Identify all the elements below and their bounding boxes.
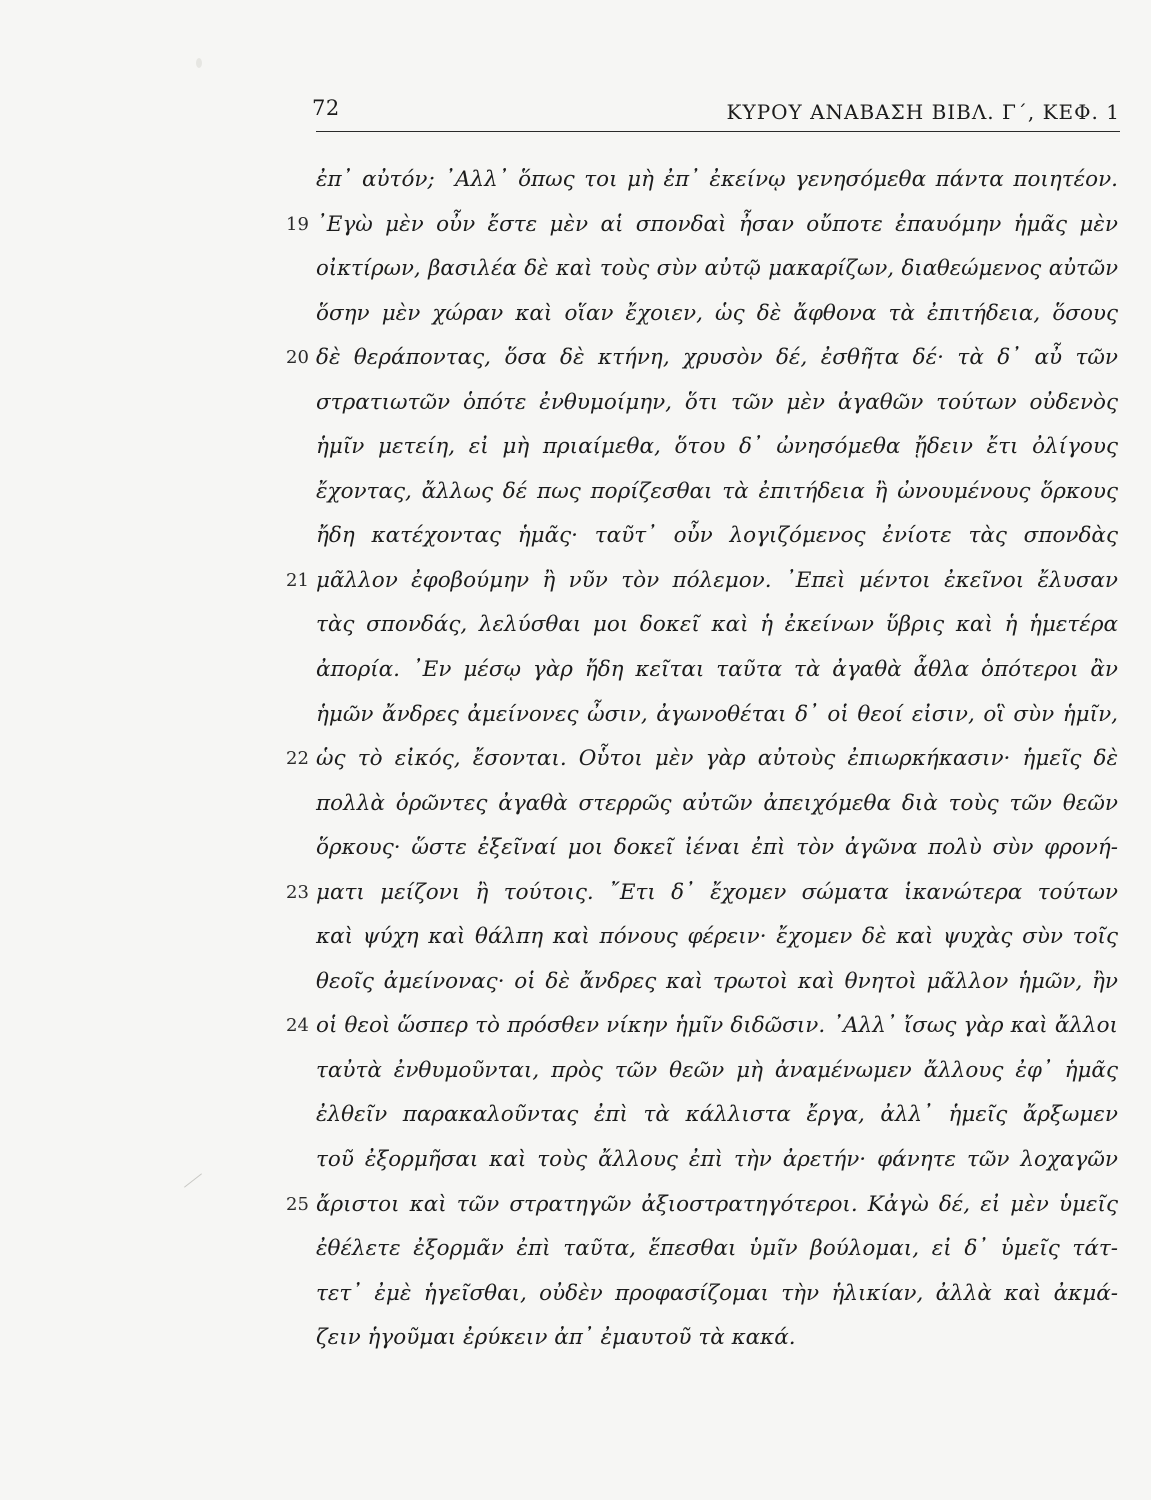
text-line xyxy=(0,737,1151,782)
line-text: ὡς τὸ εἰκός, ἔσονται. Οὗτοι μὲν γὰρ αὐτοὺς ἐπιωρκήκασιν· ἡμεῖς δὲ xyxy=(316,746,1118,772)
line-text: τὰς σπονδάς, λελύσθαι μοι δοκεῖ καὶ ἡ ἐκείνων ὕβρις καὶ ἡ ἡμετέρα xyxy=(316,612,1118,638)
line-text: ἡμῖν μετείη, εἰ μὴ πριαίμεθα, ὅτου δ᾽ ὠνησόμεθα ᾔδειν ἔτι ὀλίγους xyxy=(316,434,1118,460)
text-line xyxy=(0,336,1151,381)
line-text: οἰκτίρων, βασιλέα δὲ καὶ τοὺς σὺν αὐτῷ μακαρίζων, διαθεώμενος αὐτῶν xyxy=(316,256,1118,282)
line-text: ἐλθεῖν παρακαλοῦντας ἐπὶ τὰ κάλλιστα ἔργα, ἀλλ᾽ ἡμεῖς ἄρξωμεν xyxy=(316,1102,1118,1128)
page-number: 72 xyxy=(312,96,340,120)
line-text: ματι μείζονι ἢ τούτοις. ῎Ετι δ᾽ ἔχομεν σώματα ἱκανώτερα τούτων xyxy=(316,879,1118,905)
text-line xyxy=(0,1272,1151,1317)
line-text: ὅρκους· ὥστε ἐξεῖναί μοι δοκεῖ ἰέναι ἐπὶ τὸν ἀγῶνα πολὺ σὺν φρονή- xyxy=(316,835,1118,861)
text-line xyxy=(0,1138,1151,1183)
text-line xyxy=(0,871,1151,916)
line-text: δὲ θεράποντας, ὅσα δὲ κτήνη, χρυσὸν δέ, ἐσθῆτα δέ· τὰ δ᾽ αὖ τῶν xyxy=(316,345,1118,371)
section-number: 24 xyxy=(286,1015,309,1037)
text-line xyxy=(0,158,1151,203)
text-line xyxy=(0,960,1151,1005)
text-line xyxy=(0,1049,1151,1094)
section-number: 23 xyxy=(286,881,309,903)
text-line xyxy=(0,693,1151,738)
line-text: ταὐτὰ ἐνθυμοῦνται, πρὸς τῶν θεῶν μὴ ἀναμένωμεν ἄλλους ἐφ᾽ ἡμᾶς xyxy=(316,1057,1118,1083)
line-text: πολλὰ ὁρῶντες ἀγαθὰ στερρῶς αὐτῶν ἀπειχόμεθα διὰ τοὺς τῶν θεῶν xyxy=(316,790,1118,816)
line-text: τετ᾽ ἐμὲ ἡγεῖσθαι, οὐδὲν προφασίζομαι τὴν ἡλικίαν, ἀλλὰ καὶ ἀκμά- xyxy=(316,1280,1118,1306)
text-line xyxy=(0,603,1151,648)
line-text: μᾶλλον ἐφοβούμην ἢ νῦν τὸν πόλεμον. ᾽Επεὶ μέντοι ἐκεῖνοι ἔλυσαν xyxy=(316,567,1118,593)
text-line xyxy=(0,782,1151,827)
text-body xyxy=(0,158,1151,1361)
section-number: 19 xyxy=(286,213,309,235)
page-header xyxy=(312,96,1120,130)
section-number: 25 xyxy=(286,1193,309,1215)
line-text: ἤδη κατέχοντας ἡμᾶς· ταῦτ᾽ οὖν λογιζόμενος ἐνίοτε τὰς σπονδὰς xyxy=(316,523,1118,549)
line-text: θεοῖς ἀμείνονας· οἱ δὲ ἄνδρες καὶ τρωτοὶ καὶ θνητοὶ μᾶλλον ἡμῶν, ἢν xyxy=(316,968,1118,994)
section-number: 21 xyxy=(286,569,309,591)
line-text: ἐθέλετε ἐξορμᾶν ἐπὶ ταῦτα, ἕπεσθαι ὑμῖν βούλομαι, εἰ δ᾽ ὑμεῖς τάτ- xyxy=(316,1236,1118,1262)
text-line xyxy=(0,915,1151,960)
text-line xyxy=(0,470,1151,515)
text-line xyxy=(0,1316,1151,1361)
text-line xyxy=(0,292,1151,337)
paper-smudge xyxy=(196,58,202,68)
text-line xyxy=(0,559,1151,604)
text-line xyxy=(0,1183,1151,1228)
text-line xyxy=(0,247,1151,292)
line-text: ἔχοντας, ἄλλως δέ πως πορίζεσθαι τὰ ἐπιτήδεια ἢ ὠνουμένους ὅρκους xyxy=(316,478,1118,504)
header-rule xyxy=(316,131,1120,132)
line-text: ἄριστοι καὶ τῶν στρατηγῶν ἀξιοστρατηγότεροι. Κἀγὼ δέ, εἰ μὲν ὑμεῖς xyxy=(316,1191,1118,1217)
line-text: καὶ ψύχη καὶ θάλπη καὶ πόνους φέρειν· ἔχομεν δὲ καὶ ψυχὰς σὺν τοῖς xyxy=(316,924,1118,950)
section-number: 22 xyxy=(286,748,309,770)
running-head: ΚΥΡΟΥ ΑΝΑΒΑΣΗ ΒΙΒΛ. Γ΄, ΚΕΦ. 1 xyxy=(726,100,1120,124)
text-line xyxy=(0,381,1151,426)
text-line xyxy=(0,648,1151,693)
text-line xyxy=(0,425,1151,470)
line-text: ἡμῶν ἄνδρες ἀμείνονες ὦσιν, ἀγωνοθέται δ᾽ οἱ θεοί εἰσιν, οἳ σὺν ἡμῖν, xyxy=(316,701,1118,727)
line-text: ἐπ᾽ αὐτόν; ᾽Αλλ᾽ ὅπως τοι μὴ ἐπ᾽ ἐκείνῳ γενησόμεθα πάντα ποιητέον. xyxy=(316,167,1118,192)
text-line xyxy=(0,1093,1151,1138)
line-text: τοῦ ἐξορμῆσαι καὶ τοὺς ἄλλους ἐπὶ τὴν ἀρετήν· φάνητε τῶν λοχαγῶν xyxy=(316,1147,1118,1173)
line-text: ἀπορία. ᾽Εν μέσῳ γὰρ ἤδη κεῖται ταῦτα τὰ ἀγαθὰ ἆθλα ὁπότεροι ἂν xyxy=(316,657,1118,683)
line-text: ζειν ἡγοῦμαι ἐρύκειν ἀπ᾽ ἐμαυτοῦ τὰ κακά. xyxy=(316,1325,796,1351)
section-number: 20 xyxy=(286,347,309,369)
text-line xyxy=(0,826,1151,871)
text-line xyxy=(0,514,1151,559)
text-line xyxy=(0,1004,1151,1049)
line-text: ᾽Εγὼ μὲν οὖν ἔστε μὲν αἱ σπονδαὶ ἦσαν οὔποτε ἐπαυόμην ἡμᾶς μὲν xyxy=(316,211,1118,237)
text-line xyxy=(0,1227,1151,1272)
line-text: οἱ θεοὶ ὥσπερ τὸ πρόσθεν νίκην ἡμῖν διδῶσιν. ᾽Αλλ᾽ ἴσως γὰρ καὶ ἄλλοι xyxy=(316,1013,1118,1039)
line-text: στρατιωτῶν ὁπότε ἐνθυμοίμην, ὅτι τῶν μὲν ἀγαθῶν τούτων οὐδενὸς xyxy=(316,389,1118,415)
line-text: ὅσην μὲν χώραν καὶ οἵαν ἔχοιεν, ὡς δὲ ἄφθονα τὰ ἐπιτήδεια, ὅσους xyxy=(316,300,1118,326)
text-line xyxy=(0,203,1151,248)
